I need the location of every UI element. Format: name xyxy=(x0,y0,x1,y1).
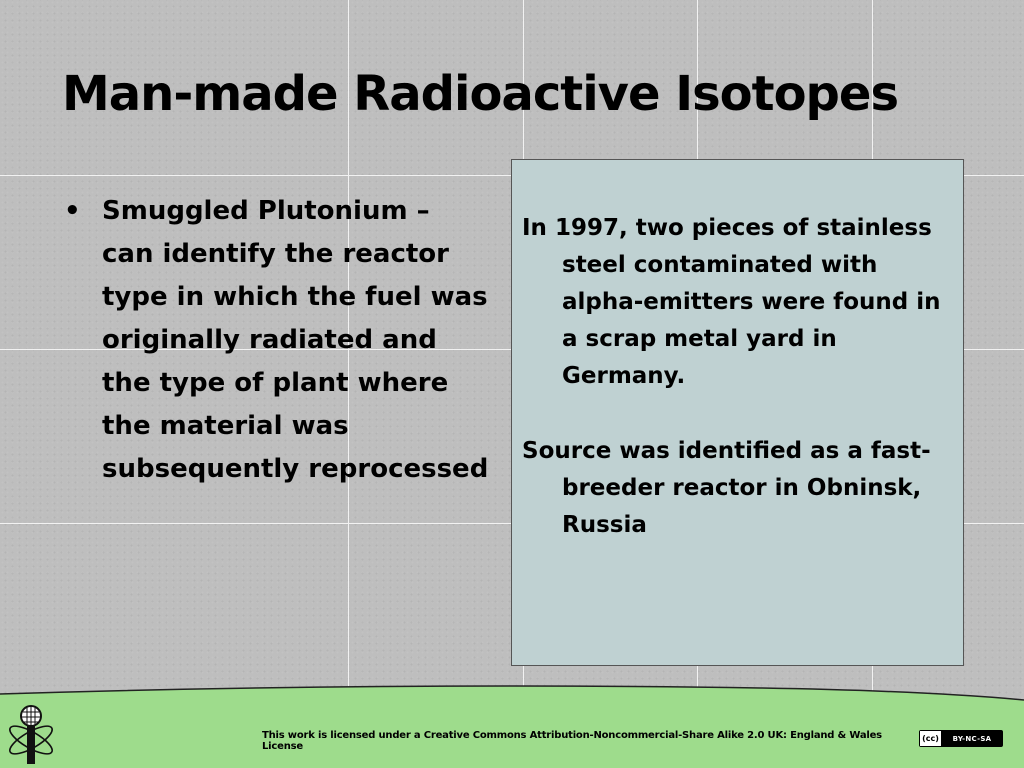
bullet-text: Smuggled Plutonium – can identify the reactor type in which the fuel was originally radiated and the type of plant where the material was subsequently reprocessed xyxy=(102,196,489,484)
cc-terms-label: BY-NC-SA xyxy=(942,731,1002,746)
bullet-item xyxy=(60,190,490,491)
bullet-list xyxy=(60,190,490,491)
slide-title: Man-made Radioactive Isotopes xyxy=(62,66,899,122)
footer-band xyxy=(0,680,1024,768)
cc-license-badge[interactable] xyxy=(919,730,1003,747)
info-box xyxy=(511,159,964,666)
license-text: This work is licensed under a Creative Commons Attribution-Noncommercial-Share Alike 2.0 UK: England & Wales License xyxy=(262,730,882,752)
info-paragraph: In 1997, two pieces of stainless steel contaminated with alpha-emitters were found in a scrap metal yard in Germany. xyxy=(522,215,941,389)
bullet-icon: • xyxy=(64,196,81,226)
info-paragraph: Source was identified as a fast-breeder reactor in Obninsk, Russia xyxy=(522,438,931,538)
cc-icon: (cc) xyxy=(920,731,942,746)
microphone-atom-icon xyxy=(4,702,58,766)
